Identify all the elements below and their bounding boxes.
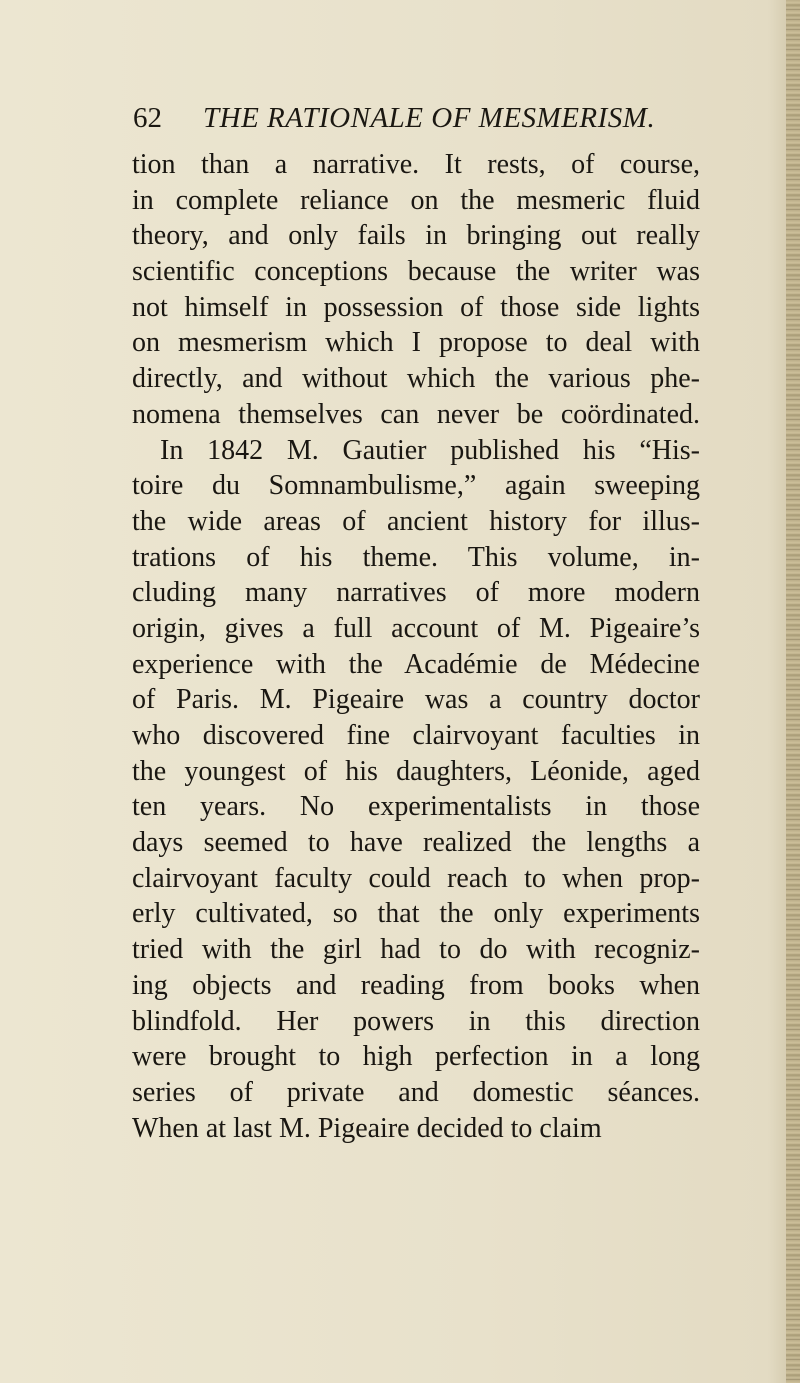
text-line: were brought to high perfection in a long xyxy=(132,1041,700,1073)
text-line: not himself in possession of those side lights xyxy=(132,291,700,323)
running-head: THE RATIONALE OF MESMERISM. xyxy=(203,102,656,134)
page-number: 62 xyxy=(133,102,162,134)
text-line: When at last M. Pigeaire decided to claim xyxy=(132,1112,602,1144)
page-edge xyxy=(786,0,800,1383)
text-line: experience with the Académie de Médecine xyxy=(132,648,700,680)
text-line: In 1842 M. Gautier published his “His- xyxy=(160,434,700,466)
text-line: tried with the girl had to do with recogniz- xyxy=(132,934,700,966)
text-line: cluding many narratives of more modern xyxy=(132,577,700,609)
text-line: trations of his theme. This volume, in- xyxy=(132,541,700,573)
text-line: who discovered fine clairvoyant faculties in xyxy=(132,720,700,751)
text-line: series of private and domestic séances. xyxy=(132,1076,700,1108)
text-line: tion than a narrative. It rests, of course, xyxy=(132,149,700,180)
text-line: erly cultivated, so that the only experiments xyxy=(132,898,700,930)
text-line: origin, gives a full account of M. Pigeaire’s xyxy=(132,612,700,644)
text-line: theory, and only fails in bringing out really xyxy=(132,220,700,252)
text-line: nomena themselves can never be coördinated. xyxy=(132,398,700,430)
text-line: blindfold. Her powers in this direction xyxy=(132,1005,700,1037)
text-line: days seemed to have realized the lengths a xyxy=(132,827,700,859)
text-line: in complete reliance on the mesmeric fluid xyxy=(132,184,700,216)
text-line: on mesmerism which I propose to deal with xyxy=(132,327,700,359)
text-line: ten years. No experimentalists in those xyxy=(132,791,700,823)
body-text xyxy=(132,147,700,1146)
page-header xyxy=(133,98,693,138)
text-line: ing objects and reading from books when xyxy=(132,969,700,1001)
text-line: of Paris. M. Pigeaire was a country doctor xyxy=(132,684,700,716)
text-line: scientific conceptions because the writer was xyxy=(132,256,700,288)
text-line: clairvoyant faculty could reach to when prop- xyxy=(132,862,700,894)
text-line: the youngest of his daughters, Léonide, aged xyxy=(132,755,700,787)
text-line: the wide areas of ancient history for illus- xyxy=(132,505,700,537)
text-line: directly, and without which the various phe- xyxy=(132,363,700,395)
text-line: toire du Somnambulisme,” again sweeping xyxy=(132,470,700,502)
